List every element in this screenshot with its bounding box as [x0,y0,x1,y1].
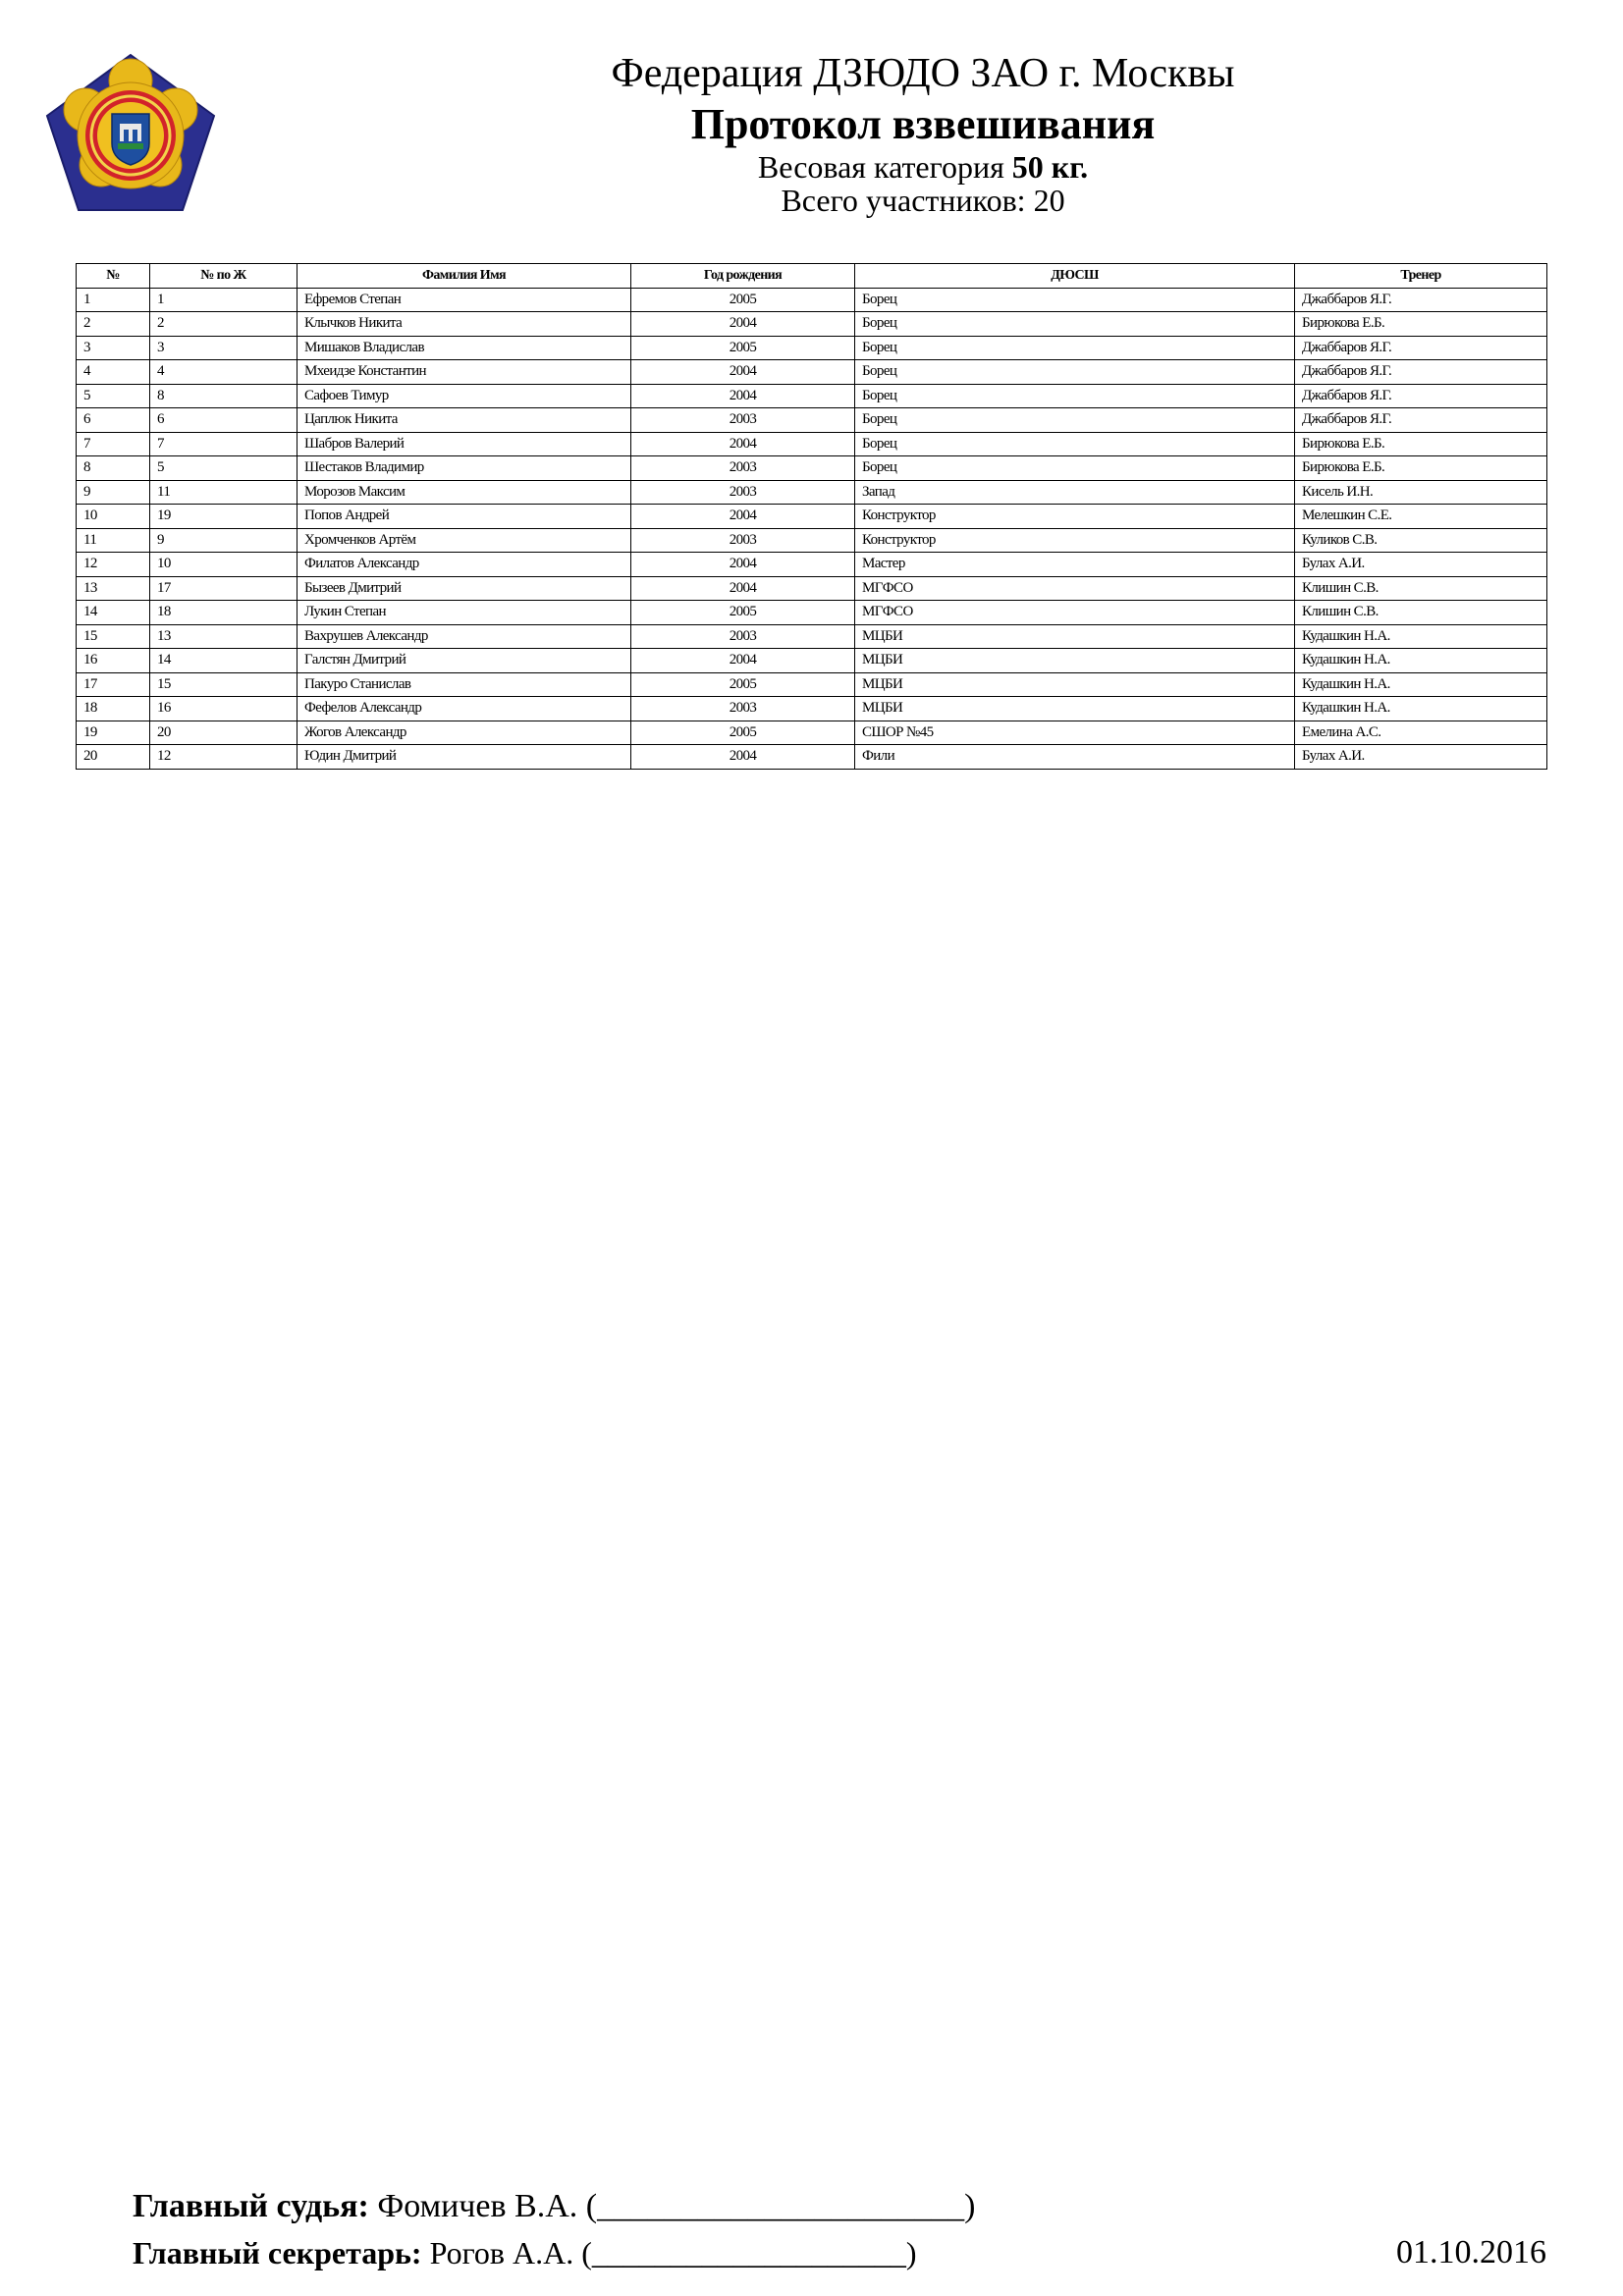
cell-number: 2 [77,312,150,337]
cell-name: Фефелов Александр [298,697,631,721]
cell-name: Попов Андрей [298,505,631,529]
cell-name: Вахрушев Александр [298,624,631,649]
cell-school: МГФСО [855,601,1295,625]
cell-number: 18 [77,697,150,721]
cell-draw-number: 8 [150,384,298,408]
cell-number: 13 [77,576,150,601]
table-row [77,312,1547,337]
document-date: 01.10.2016 [1396,2234,1546,2270]
chief-judge-value: Фомичев В.А. (______________________) [377,2188,976,2224]
cell-number: 11 [77,528,150,553]
cell-number: 7 [77,432,150,456]
cell-birth-year: 2004 [631,745,855,770]
cell-number: 20 [77,745,150,770]
table-row [77,601,1547,625]
table-row [77,721,1547,745]
table-row [77,288,1547,312]
federation-logo [45,53,216,212]
cell-draw-number: 18 [150,601,298,625]
cell-birth-year: 2005 [631,336,855,360]
cell-draw-number: 1 [150,288,298,312]
cell-name: Клычков Никита [298,312,631,337]
cell-draw-number: 9 [150,528,298,553]
cell-birth-year: 2003 [631,528,855,553]
participants-count: Всего участников: 20 [781,183,1065,218]
cell-school: Борец [855,432,1295,456]
cell-draw-number: 3 [150,336,298,360]
cell-birth-year: 2003 [631,456,855,481]
column-header: № по Ж [150,264,298,289]
cell-coach: Бирюкова Е.Б. [1295,312,1547,337]
cell-draw-number: 4 [150,360,298,385]
cell-draw-number: 5 [150,456,298,481]
cell-school: МЦБИ [855,697,1295,721]
table-row [77,624,1547,649]
cell-school: Борец [855,384,1295,408]
cell-birth-year: 2005 [631,601,855,625]
cell-name: Сафоев Тимур [298,384,631,408]
cell-coach: Джаббаров Я.Г. [1295,336,1547,360]
cell-coach: Бирюкова Е.Б. [1295,432,1547,456]
chief-secretary-line [133,2233,917,2272]
cell-draw-number: 10 [150,553,298,577]
cell-draw-number: 19 [150,505,298,529]
cell-birth-year: 2004 [631,384,855,408]
cell-birth-year: 2004 [631,553,855,577]
cell-birth-year: 2003 [631,408,855,433]
cell-birth-year: 2004 [631,312,855,337]
table-row [77,576,1547,601]
cell-school: Борец [855,360,1295,385]
cell-school: Конструктор [855,505,1295,529]
cell-name: Мишаков Владислав [298,336,631,360]
cell-name: Ефремов Степан [298,288,631,312]
cell-school: Конструктор [855,528,1295,553]
cell-coach: Джаббаров Я.Г. [1295,288,1547,312]
cell-school: Борец [855,288,1295,312]
cell-coach: Кудашкин Н.А. [1295,624,1547,649]
column-header: Тренер [1295,264,1547,289]
cell-coach: Кисель И.Н. [1295,480,1547,505]
cell-coach: Булах А.И. [1295,745,1547,770]
cell-number: 3 [77,336,150,360]
weight-category [550,149,1296,185]
cell-number: 16 [77,649,150,673]
cell-birth-year: 2003 [631,624,855,649]
table-row [77,553,1547,577]
table-row [77,505,1547,529]
cell-coach: Кудашкин Н.А. [1295,672,1547,697]
cell-name: Цаплюк Никита [298,408,631,433]
cell-name: Шабров Валерий [298,432,631,456]
cell-birth-year: 2004 [631,432,855,456]
weight-category-label: Весовая категория [757,149,1004,185]
cell-coach: Кудашкин Н.А. [1295,649,1547,673]
cell-number: 4 [77,360,150,385]
table-row [77,649,1547,673]
cell-birth-year: 2004 [631,505,855,529]
cell-name: Хромченков Артём [298,528,631,553]
cell-coach: Джаббаров Я.Г. [1295,360,1547,385]
column-header: Фамилия Имя [298,264,631,289]
cell-school: Фили [855,745,1295,770]
column-header: № [77,264,150,289]
table-row [77,360,1547,385]
chief-judge-line [133,2187,975,2226]
cell-coach: Кудашкин Н.А. [1295,697,1547,721]
cell-school: Борец [855,408,1295,433]
cell-draw-number: 16 [150,697,298,721]
chief-judge-label: Главный судья: [133,2188,369,2224]
cell-number: 1 [77,288,150,312]
cell-draw-number: 2 [150,312,298,337]
cell-number: 17 [77,672,150,697]
cell-name: Галстян Дмитрий [298,649,631,673]
cell-birth-year: 2005 [631,721,855,745]
cell-school: Борец [855,336,1295,360]
weigh-in-table [76,263,1547,770]
cell-name: Морозов Максим [298,480,631,505]
table-row [77,480,1547,505]
table-row [77,745,1547,770]
cell-school: Борец [855,456,1295,481]
chief-secretary-label: Главный секретарь: [133,2235,422,2270]
cell-number: 8 [77,456,150,481]
chief-secretary-value: Рогов А.А. (____________________) [429,2235,917,2270]
cell-coach: Джаббаров Я.Г. [1295,408,1547,433]
cell-name: Мхеидзе Константин [298,360,631,385]
table-row [77,432,1547,456]
cell-draw-number: 17 [150,576,298,601]
cell-coach: Емелина А.С. [1295,721,1547,745]
cell-name: Юдин Дмитрий [298,745,631,770]
table-row [77,528,1547,553]
cell-school: Запад [855,480,1295,505]
table-row [77,384,1547,408]
cell-name: Бызеев Дмитрий [298,576,631,601]
cell-number: 5 [77,384,150,408]
cell-coach: Булах А.И. [1295,553,1547,577]
document-title: Протокол взвешивания [690,100,1156,148]
cell-name: Шестаков Владимир [298,456,631,481]
cell-birth-year: 2003 [631,697,855,721]
cell-birth-year: 2004 [631,360,855,385]
cell-birth-year: 2004 [631,649,855,673]
cell-number: 6 [77,408,150,433]
table-body [77,288,1547,769]
cell-school: МЦБИ [855,649,1295,673]
table-row [77,672,1547,697]
cell-draw-number: 12 [150,745,298,770]
cell-draw-number: 20 [150,721,298,745]
cell-school: МГФСО [855,576,1295,601]
cell-number: 9 [77,480,150,505]
cell-coach: Куликов С.В. [1295,528,1547,553]
table-row [77,336,1547,360]
cell-birth-year: 2005 [631,672,855,697]
cell-coach: Клишин С.В. [1295,576,1547,601]
table-row [77,456,1547,481]
cell-name: Филатов Александр [298,553,631,577]
cell-coach: Мелешкин С.Е. [1295,505,1547,529]
cell-draw-number: 6 [150,408,298,433]
column-header: Год рождения [631,264,855,289]
cell-number: 10 [77,505,150,529]
cell-name: Жогов Александр [298,721,631,745]
table-header-row [77,264,1547,289]
weight-category-value: 50 кг. [1011,149,1089,185]
cell-birth-year: 2003 [631,480,855,505]
cell-number: 15 [77,624,150,649]
cell-draw-number: 15 [150,672,298,697]
cell-number: 12 [77,553,150,577]
cell-school: Мастер [855,553,1295,577]
cell-coach: Джаббаров Я.Г. [1295,384,1547,408]
table-row [77,408,1547,433]
organization-name: Федерация ДЗЮДО ЗАО г. Москвы [611,51,1235,96]
cell-coach: Бирюкова Е.Б. [1295,456,1547,481]
cell-number: 19 [77,721,150,745]
cell-birth-year: 2005 [631,288,855,312]
cell-name: Лукин Степан [298,601,631,625]
cell-draw-number: 7 [150,432,298,456]
cell-school: СШОР №45 [855,721,1295,745]
cell-draw-number: 14 [150,649,298,673]
cell-draw-number: 13 [150,624,298,649]
cell-name: Пакуро Станислав [298,672,631,697]
cell-birth-year: 2004 [631,576,855,601]
cell-coach: Клишин С.В. [1295,601,1547,625]
column-header: ДЮСШ [855,264,1295,289]
cell-number: 14 [77,601,150,625]
cell-draw-number: 11 [150,480,298,505]
cell-school: МЦБИ [855,624,1295,649]
cell-school: Борец [855,312,1295,337]
cell-school: МЦБИ [855,672,1295,697]
table-row [77,697,1547,721]
